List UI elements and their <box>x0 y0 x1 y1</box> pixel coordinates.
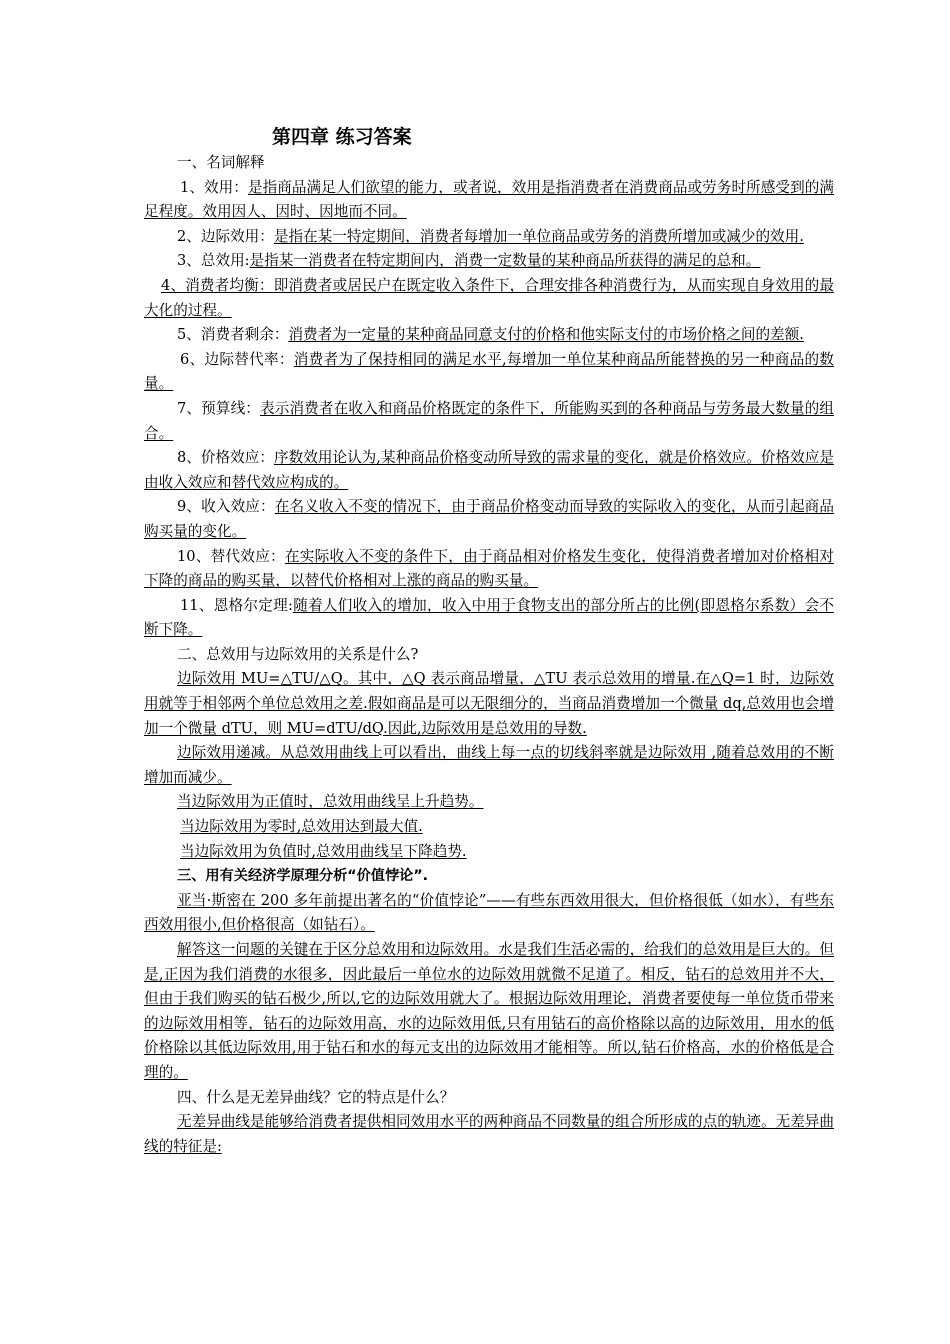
page-title: 第四章 练习答案 <box>272 126 412 148</box>
paragraph: 无差异曲线是能够给消费者提供相同效用水平的两种商品不同数量的组合所形成的点的轨迹。无差异曲线的特征是: <box>144 1113 834 1155</box>
term-definition: 是指某一消费者在特定期间内，消费一定数量的某种商品所获得的满足的总和。 <box>249 252 761 270</box>
term-label: 8、价格效应： <box>177 449 274 467</box>
term-label: 5、消费者剩余： <box>177 326 289 344</box>
term-paragraph <box>144 323 834 348</box>
term-definition: 即消费者或居民户在既定收入条件下，合理安排各种消费行为，从而实现自身效用的最大化的过程。 <box>144 276 834 319</box>
term-paragraph <box>144 495 834 544</box>
term-label: 11、恩格尔定理: <box>180 596 293 614</box>
term-label: 6、边际替代率： <box>180 350 294 368</box>
term-definition: 序数效用论认为,某种商品价格变动所导致的需求量的变化，就是价格效应。价格效应是由收入效应和替代效应构成的。 <box>144 449 834 491</box>
term-paragraph <box>144 348 834 397</box>
term-label: 2、边际效用： <box>177 227 274 245</box>
term-label: 10、替代效应： <box>177 547 285 565</box>
term-paragraph <box>144 397 834 446</box>
term-label: 7、预算线： <box>177 399 261 417</box>
term-label: 1、效用： <box>180 178 248 196</box>
term-label: 3、总效用: <box>177 252 250 270</box>
term-definition: 消费者为了保持相同的满足水平,每增加一单位某种商品所能替换的另一种商品的数量。 <box>144 350 834 393</box>
paragraph: 当边际效用为正值时，总效用曲线呈上升趋势。 <box>177 793 484 811</box>
section-heading-3: 三、用有关经济学原理分析“价值悖论”. <box>177 868 429 885</box>
term-paragraph <box>144 594 834 643</box>
term-label: 4、消费者均衡： <box>161 276 274 294</box>
term-paragraph <box>144 249 834 274</box>
paragraph: 解答这一问题的关键在于区分总效用和边际效用。水是我们生活必需的，给我们的总效用是巨大的。但是,正因为我们消费的水很多，因此最后一单位水的边际效用就微不足道了。相反，钻石的总效用并不大，但由于我们购买的钻石极少,所以,它的边际效用就大了。根据边际效用理论，消费者要使每一单位货币带来的边际效用相等，钻石的边际效用高，水的边际效用低,只有用钻石的高价格除以高的边际效用，用水的低价格除以其低边际效用,用于钻石和水的每元支出的边际效用才能相等。所以,钻石价格高，水的价格低是合理的。 <box>144 941 834 1081</box>
term-definition: 随着人们收入的增加，收入中用于食物支出的部分所占的比例(即恩格尔系数）会不断下降。 <box>144 596 834 639</box>
section-heading-1: 一、名词解释 <box>177 154 265 171</box>
term-paragraph <box>144 225 834 250</box>
term-definition: 在名义收入不变的情况下，由于商品价格变动而导致的实际收入的变化，从而引起商品购买量的变化。 <box>144 498 834 540</box>
term-definition: 是指商品满足人们欲望的能力，或者说，效用是指消费者在消费商品或劳务时所感受到的满足程度。效用因人、因时、因地而不同。 <box>144 178 834 221</box>
section-heading-4: 四、什么是无差异曲线？它的特点是什么？ <box>177 1088 455 1106</box>
term-label: 9、收入效应： <box>177 498 275 516</box>
term-definition: 在实际收入不变的条件下，由于商品相对价格发生变化，使得消费者增加对价格相对下降的商品的购买量，以替代价格相对上涨的商品的购买量。 <box>144 547 834 590</box>
document-page <box>144 124 834 1159</box>
paragraph: 当边际效用为负值时,总效用曲线呈下降趋势. <box>180 842 467 860</box>
term-definition: 消费者为一定量的某种商品同意支付的价格和他实际支付的市场价格之间的差额. <box>288 326 804 344</box>
paragraph: 当边际效用为零时,总效用达到最大值. <box>180 818 423 836</box>
term-paragraph <box>144 176 834 225</box>
term-paragraph <box>144 446 834 495</box>
paragraph: 边际效用 MU=△TU/△Q。其中，△Q 表示商品增量，△TU 表示总效用的增量.在△Q=1 时，边际效用就等于相邻两个单位总效用之差.假如商品是可以无限细分的，当商品消费增加一个微量 dq,总效用也会增加一个微量 dTU，则 MU=dTU/dQ.因此,边际效用是总效用的导数. <box>144 670 834 737</box>
section-heading-2: 二、总效用与边际效用的关系是什么? <box>177 645 419 663</box>
term-paragraph <box>144 545 834 594</box>
paragraph: 亚当·斯密在 200 多年前提出著名的“价值悖论”——有些东西效用很大，但价格很低（如水），有些东西效用很小,但价格很高（如钻石）。 <box>144 891 834 934</box>
paragraph: 边际效用递减。从总效用曲线上可以看出，曲线上每一点的切线斜率就是边际效用 ,随着总效用的不断增加而减少。 <box>144 744 834 786</box>
term-paragraph <box>144 274 834 323</box>
term-definition: 是指在某一特定期间，消费者每增加一单位商品或劳务的消费所增加或减少的效用. <box>273 227 804 245</box>
term-definition: 表示消费者在收入和商品价格既定的条件下，所能购买到的各种商品与劳务最大数量的组合。 <box>144 399 834 442</box>
